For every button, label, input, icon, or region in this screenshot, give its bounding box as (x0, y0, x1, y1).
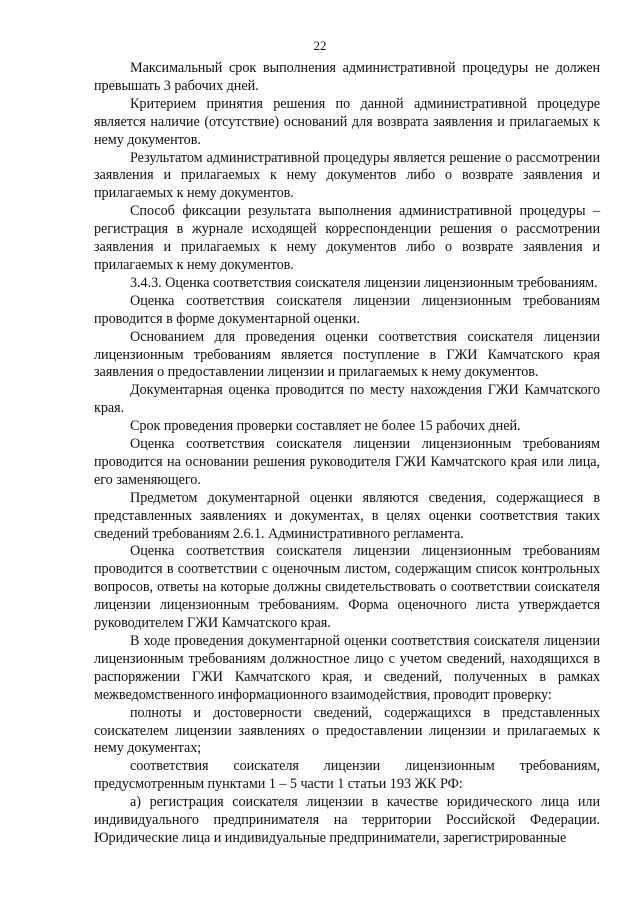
document-body (94, 60, 600, 848)
paragraph-assessment-location: Документарная оценка проводится по месту нахождения ГЖИ Камчатского края. (94, 382, 600, 417)
list-item-compliance: соответствия соискателя лицензии лицензионным требованиям, предусмотренным пунктами 1 – 5 части 1 статьи 193 ЖК РФ: (94, 758, 600, 793)
paragraph-decision-criterion: Критерием принятия решения по данной административной процедуре является наличие (отсутствие) оснований для возврата заявления и прилагаемых к нему документов. (94, 95, 600, 148)
list-item-completeness: полноты и достоверности сведений, содержащихся в представленных соискателем лицензии заявлениях о предоставлении лицензии и прилагаемых к нему документах; (94, 704, 600, 757)
list-item-registration: а) регистрация соискателя лицензии в качестве юридического лица или индивидуального предпринимателя на территории Российской Федерации. Юридические лица и индивидуальные предприниматели, зарегистрированные (94, 794, 600, 846)
paragraph-assessment-subject: Предметом документарной оценки являются сведения, содержащиеся в представленных заявлениях и документах, в целях оценки соответствия таких сведений требованиям 2.6.1. Административного регламента. (94, 489, 600, 542)
paragraph-checklist: Оценка соответствия соискателя лицензии лицензионным требованиям проводится в соответствии с оценочным листом, содержащим список контрольных вопросов, ответы на которые должны свидетельствовать о соответствии соискателя лицензии лицензионным требованиям. Форма оценочного листа утверждается руководителем ГЖИ Камчатского края. (94, 543, 600, 632)
section-heading-3-4-3: 3.4.3. Оценка соответствия соискателя лицензии лицензионным требованиям. (130, 274, 598, 291)
paragraph-procedure-result: Результатом административной процедуры является решение о рассмотрении заявления и прилагаемых к нему документов либо о возврате заявления и прилагаемых к нему документов. (94, 149, 600, 202)
paragraph-assessment-basis: Основанием для проведения оценки соответствия соискателя лицензии лицензионным требованиям является поступление в ГЖИ Камчатского края заявления о предоставлении лицензии и прилагаемых к нему документов. (94, 328, 600, 381)
paragraph-assessment-form: Оценка соответствия соискателя лицензии лицензионным требованиям проводится в форме документарной оценки. (94, 292, 600, 327)
page-number: 22 (313, 38, 327, 53)
paragraph-inspection-term: Срок проведения проверки составляет не более 15 рабочих дней. (130, 418, 521, 435)
paragraph-result-fixation: Способ фиксации результата выполнения административной процедуры – регистрация в журнале исходящей корреспонденции решения о рассмотрении заявления и прилагаемых к нему документов либо о возврате заявления и прилагаемых к нему документов. (94, 203, 600, 273)
paragraph-assessment-decision: Оценка соответствия соискателя лицензии лицензионным требованиям проводится на основании решения руководителя ГЖИ Камчатского края или лица, его заменяющего. (94, 436, 600, 488)
paragraph-verification-scope: В ходе проведения документарной оценки соответствия соискателя лицензии лицензионным требованиям должностное лицо с учетом сведений, находящихся в распоряжении ГЖИ Камчатского края, и сведений, полученных в рамках межведомственного информационного взаимодействия, проводит проверку: (94, 633, 600, 703)
paragraph-max-term: Максимальный срок выполнения административной процедуры не должен превышать 3 рабочих дней. (94, 60, 600, 94)
